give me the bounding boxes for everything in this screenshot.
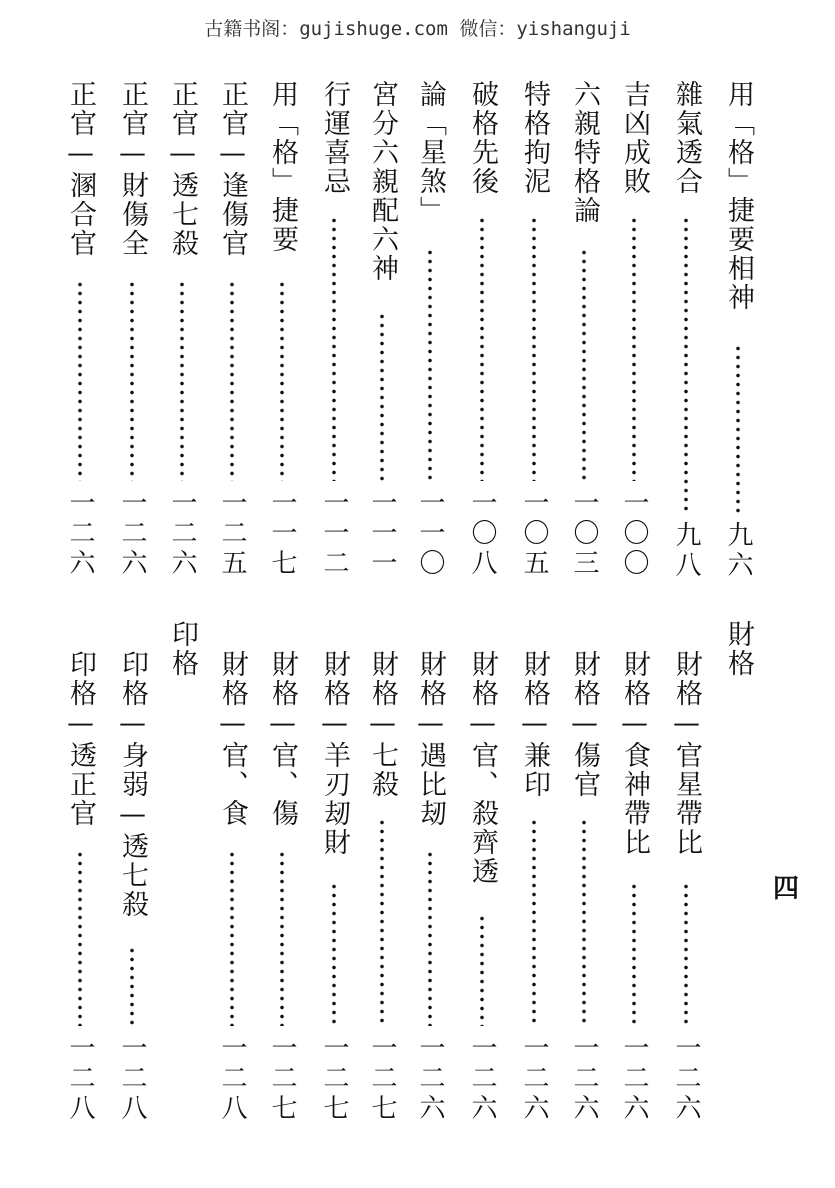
bottom-entry-title: 財格—羊刃刼財 [319,650,350,857]
top-entry[interactable] [216,80,248,585]
bottom-entry-title: 財格—官星帶比 [671,650,702,857]
top-entry-page-number: 一二六 [167,489,197,579]
leader-dots [683,216,689,513]
bottom-entry-title: 財格—遇比刼 [415,650,446,828]
top-entry[interactable] [366,80,398,585]
top-entry-title: 雜氣透合 [671,80,702,196]
leader-dots [683,882,689,1026]
top-entry-title: 用「格」捷要相神 [723,80,754,312]
bottom-entry-page-number: 一二七 [267,1034,297,1124]
top-entry-page-number: 一一〇 [415,489,445,579]
leader-dots [331,882,337,1026]
bottom-entry[interactable] [216,650,248,1130]
top-entry[interactable] [518,80,550,585]
bottom-entry[interactable] [116,650,148,1130]
top-entry-title: 正官—透七殺 [167,80,198,258]
top-entry-page-number: 一二六 [117,489,147,579]
top-entry-title: 宮分六親配六神 [367,80,398,283]
leader-dots [331,216,337,481]
bottom-entry-title: 財格—官、傷 [267,650,298,828]
top-entry[interactable] [318,80,350,585]
bottom-entry-title: 財格—官、食 [217,650,248,828]
bottom-entry[interactable] [670,650,702,1130]
bottom-entry-page-number: 一二六 [415,1034,445,1124]
top-entry-title: 吉凶成敗 [619,80,650,196]
bottom-entry-title: 財格—官、殺齊透 [467,650,498,886]
top-entry[interactable] [722,80,754,585]
leader-dots [531,818,537,1026]
leader-dots [531,216,537,481]
top-entry-page-number: 一一二 [319,489,349,579]
bottom-entry-page-number: 一二八 [65,1034,95,1124]
top-entry[interactable] [64,80,96,585]
top-entry-title: 六親特格論 [569,80,600,225]
top-entry[interactable] [266,80,298,585]
bottom-entry[interactable] [366,650,398,1130]
top-entry-title: 論「星煞」 [415,80,446,225]
bottom-entry[interactable] [466,650,498,1130]
top-entry-title: 正官—逢傷官 [217,80,248,258]
bottom-entry[interactable] [518,650,550,1130]
bottom-entry-title: 財格—七殺 [367,650,398,799]
top-entry-page-number: 一一一 [367,489,397,579]
bottom-entry[interactable] [414,650,446,1130]
top-entry-page-number: 九八 [671,521,701,581]
leader-dots [229,850,235,1026]
bottom-entry-page-number: 一二六 [569,1034,599,1124]
top-entry-page-number: 九六 [723,521,753,581]
bottom-entry-page-number: 一二七 [367,1034,397,1124]
leader-dots [77,850,83,1026]
bottom-entry[interactable] [64,650,96,1130]
top-entry[interactable] [166,80,198,585]
leader-dots [379,312,385,481]
leader-dots [479,216,485,481]
leader-dots [427,248,433,481]
page-number: 四 [772,874,799,904]
bottom-entry-page-number: 一二八 [217,1034,247,1124]
leader-dots [229,280,235,481]
top-entry-title: 特格拘泥 [519,80,550,196]
bottom-entry[interactable] [318,650,350,1130]
top-entry-page-number: 一〇八 [467,489,497,579]
leader-dots [427,850,433,1026]
bottom-entry[interactable] [568,650,600,1130]
leader-dots [129,280,135,481]
bottom-entry-page-number: 一二六 [619,1034,649,1124]
bottom-entry-page-number: 一二八 [117,1034,147,1124]
section-heading-yin-ge: 印格 [167,620,198,678]
section-heading-cai-ge: 財格 [723,620,754,678]
top-entry-title: 行運喜忌 [319,80,350,196]
bottom-entry-page-number: 一二七 [319,1034,349,1124]
top-entry[interactable] [618,80,650,585]
top-entry[interactable] [568,80,600,585]
top-entry[interactable] [116,80,148,585]
leader-dots [581,248,587,481]
bottom-entry-page-number: 一二六 [671,1034,701,1124]
leader-dots [129,946,135,1026]
leader-dots [77,280,83,481]
leader-dots [479,914,485,1026]
top-entry-page-number: 一〇〇 [619,489,649,579]
watermark: 古籍书阁：gujishuge.com 微信：yishanguji [204,18,631,40]
top-entry-title: 用「格」捷要 [267,80,298,254]
bottom-entry-page-number: 一二六 [519,1034,549,1124]
top-entry-page-number: 一〇五 [519,489,549,579]
leader-dots [581,818,587,1026]
bottom-entry-page-number: 一二六 [467,1034,497,1124]
bottom-entry-title: 財格—傷官 [569,650,600,799]
top-entry-page-number: 一一七 [267,489,297,579]
top-entry[interactable] [414,80,446,585]
top-entry-page-number: 一〇三 [569,489,599,579]
top-entry[interactable] [670,80,702,585]
leader-dots [179,280,185,481]
top-entry-title: 正官—溷合官 [65,80,96,258]
leader-dots [631,216,637,481]
top-entry[interactable] [466,80,498,585]
leader-dots [631,882,637,1026]
top-entry-title: 破格先後 [467,80,498,196]
bottom-entry[interactable] [618,650,650,1130]
top-entry-page-number: 一二五 [217,489,247,579]
bottom-entry-title: 財格—食神帶比 [619,650,650,857]
top-entry-page-number: 一二六 [65,489,95,579]
leader-dots [379,818,385,1026]
leader-dots [279,280,285,481]
leader-dots [735,344,741,513]
bottom-entry-title: 印格—透正官 [65,650,96,828]
leader-dots [279,850,285,1026]
bottom-entry-title: 印格—身弱—透七殺 [117,650,148,919]
bottom-entry-title: 財格—兼印 [519,650,550,799]
bottom-entry[interactable] [266,650,298,1130]
top-entry-title: 正官—財傷全 [117,80,148,258]
